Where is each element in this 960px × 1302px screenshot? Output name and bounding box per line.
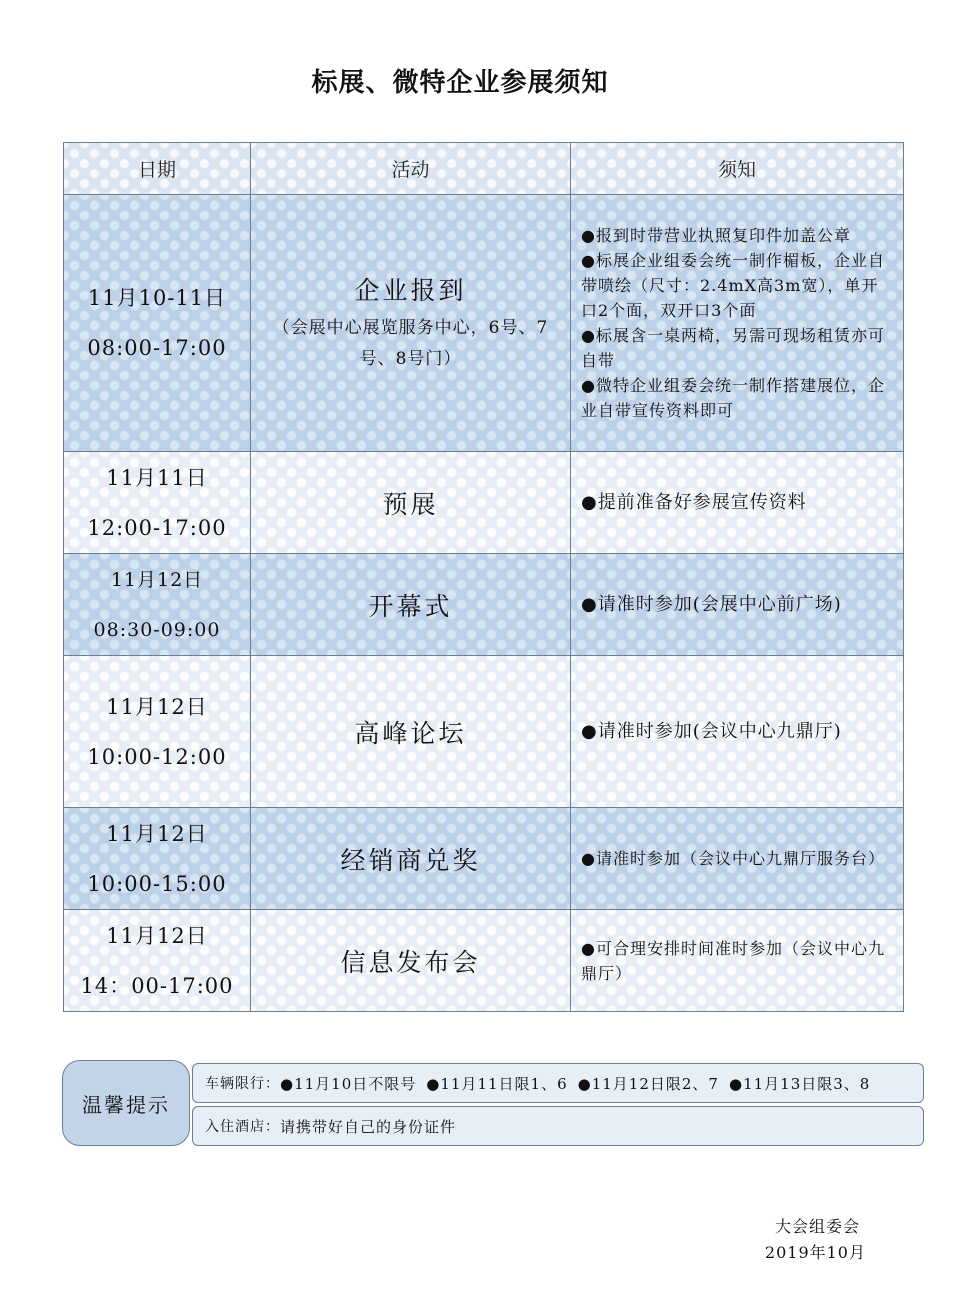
note-item: ●标展企业组委会统一制作楣板，企业自带喷绘（尺寸：2.4mX高3m宽），单开口2个面，双开口3个面 (581, 251, 885, 320)
note-item: ●报到时带营业执照复印件加盖公章 (581, 226, 851, 245)
note-item: ●请准时参加（会议中心九鼎厅服务台） (581, 849, 885, 868)
row-activity-sub: （会展中心展览服务中心，6号、7号、8号门） (272, 318, 549, 369)
row-activity: 开幕式 (368, 591, 453, 621)
hotel-label: 入住酒店： (205, 1119, 280, 1135)
activity-cell (251, 554, 571, 656)
row-activity: 企业报到 (354, 276, 467, 305)
note-item: ●请准时参加(会展中心前广场) (581, 594, 842, 615)
table-row (64, 554, 904, 656)
activity-cell (251, 808, 571, 910)
date-cell (64, 656, 251, 808)
row-date: 11月12日 (106, 821, 208, 846)
table-row (64, 452, 904, 554)
row-date: 11月12日 (106, 694, 208, 719)
hotel-text: 请携带好自己的身份证件 (280, 1117, 457, 1136)
vehicle-label: 车辆限行： (205, 1076, 280, 1092)
row-date: 11月11日 (106, 465, 208, 490)
date-cell (64, 195, 251, 452)
vehicle-item: ●11月12日限2、7 (577, 1074, 719, 1093)
table-header-row (64, 143, 904, 195)
note-item: ●请准时参加(会议中心九鼎厅) (581, 721, 842, 742)
header-notes: 须知 (571, 143, 904, 195)
notes-cell (571, 554, 904, 656)
row-time: 08:30-09:00 (93, 618, 221, 641)
vehicle-item: ●11月13日限3、8 (728, 1074, 871, 1093)
row-activity: 信息发布会 (340, 947, 481, 977)
notes-cell (571, 195, 904, 452)
row-date: 11月12日 (110, 568, 204, 591)
activity-cell (251, 656, 571, 808)
table-row (64, 656, 904, 808)
vehicle-item: ●11月10日不限号 (280, 1074, 417, 1093)
table-row (64, 910, 904, 1012)
page-title: 标展、微特企业参展须知 (311, 68, 609, 98)
date-cell (64, 452, 251, 554)
vehicle-restriction-box (192, 1063, 924, 1103)
table-row (64, 195, 904, 452)
header-activity: 活动 (251, 143, 571, 195)
hotel-box (192, 1106, 924, 1146)
header-date: 日期 (64, 143, 251, 195)
note-item: ●提前准备好参展宣传资料 (581, 492, 807, 513)
notes-cell (571, 808, 904, 910)
note-item: ●标展含一桌两椅，另需可现场租赁亦可自带 (581, 326, 885, 370)
row-activity: 经销商兑奖 (340, 845, 481, 875)
row-time: 10:00-12:00 (87, 744, 227, 769)
table-row (64, 808, 904, 910)
notes-cell (571, 910, 904, 1012)
note-item: ●可合理安排时间准时参加（会议中心九鼎厅） (581, 938, 885, 983)
date-cell (64, 910, 251, 1012)
date-cell (64, 808, 251, 910)
row-date: 11月10-11日 (87, 286, 227, 310)
issue-date: 2019年10月 (764, 1243, 866, 1262)
schedule-table (63, 142, 904, 1012)
row-time: 08:00-17:00 (87, 336, 227, 360)
row-time: 10:00-15:00 (87, 871, 227, 896)
date-cell (64, 554, 251, 656)
activity-cell (251, 195, 571, 452)
notes-cell (571, 656, 904, 808)
activity-cell (251, 910, 571, 1012)
row-activity: 高峰论坛 (354, 718, 467, 748)
note-item: ●微特企业组委会统一制作搭建展位，企业自带宣传资料即可 (581, 376, 885, 420)
tips-label: 温馨提示 (62, 1060, 190, 1146)
row-time: 14：00-17:00 (80, 973, 234, 998)
notes-cell (571, 452, 904, 554)
row-activity: 预展 (382, 489, 439, 519)
row-date: 11月12日 (106, 923, 208, 948)
row-time: 12:00-17:00 (87, 515, 227, 540)
organizer-signature: 大会组委会 (774, 1217, 860, 1236)
activity-cell (251, 452, 571, 554)
vehicle-item: ●11月11日限1、6 (426, 1074, 568, 1093)
